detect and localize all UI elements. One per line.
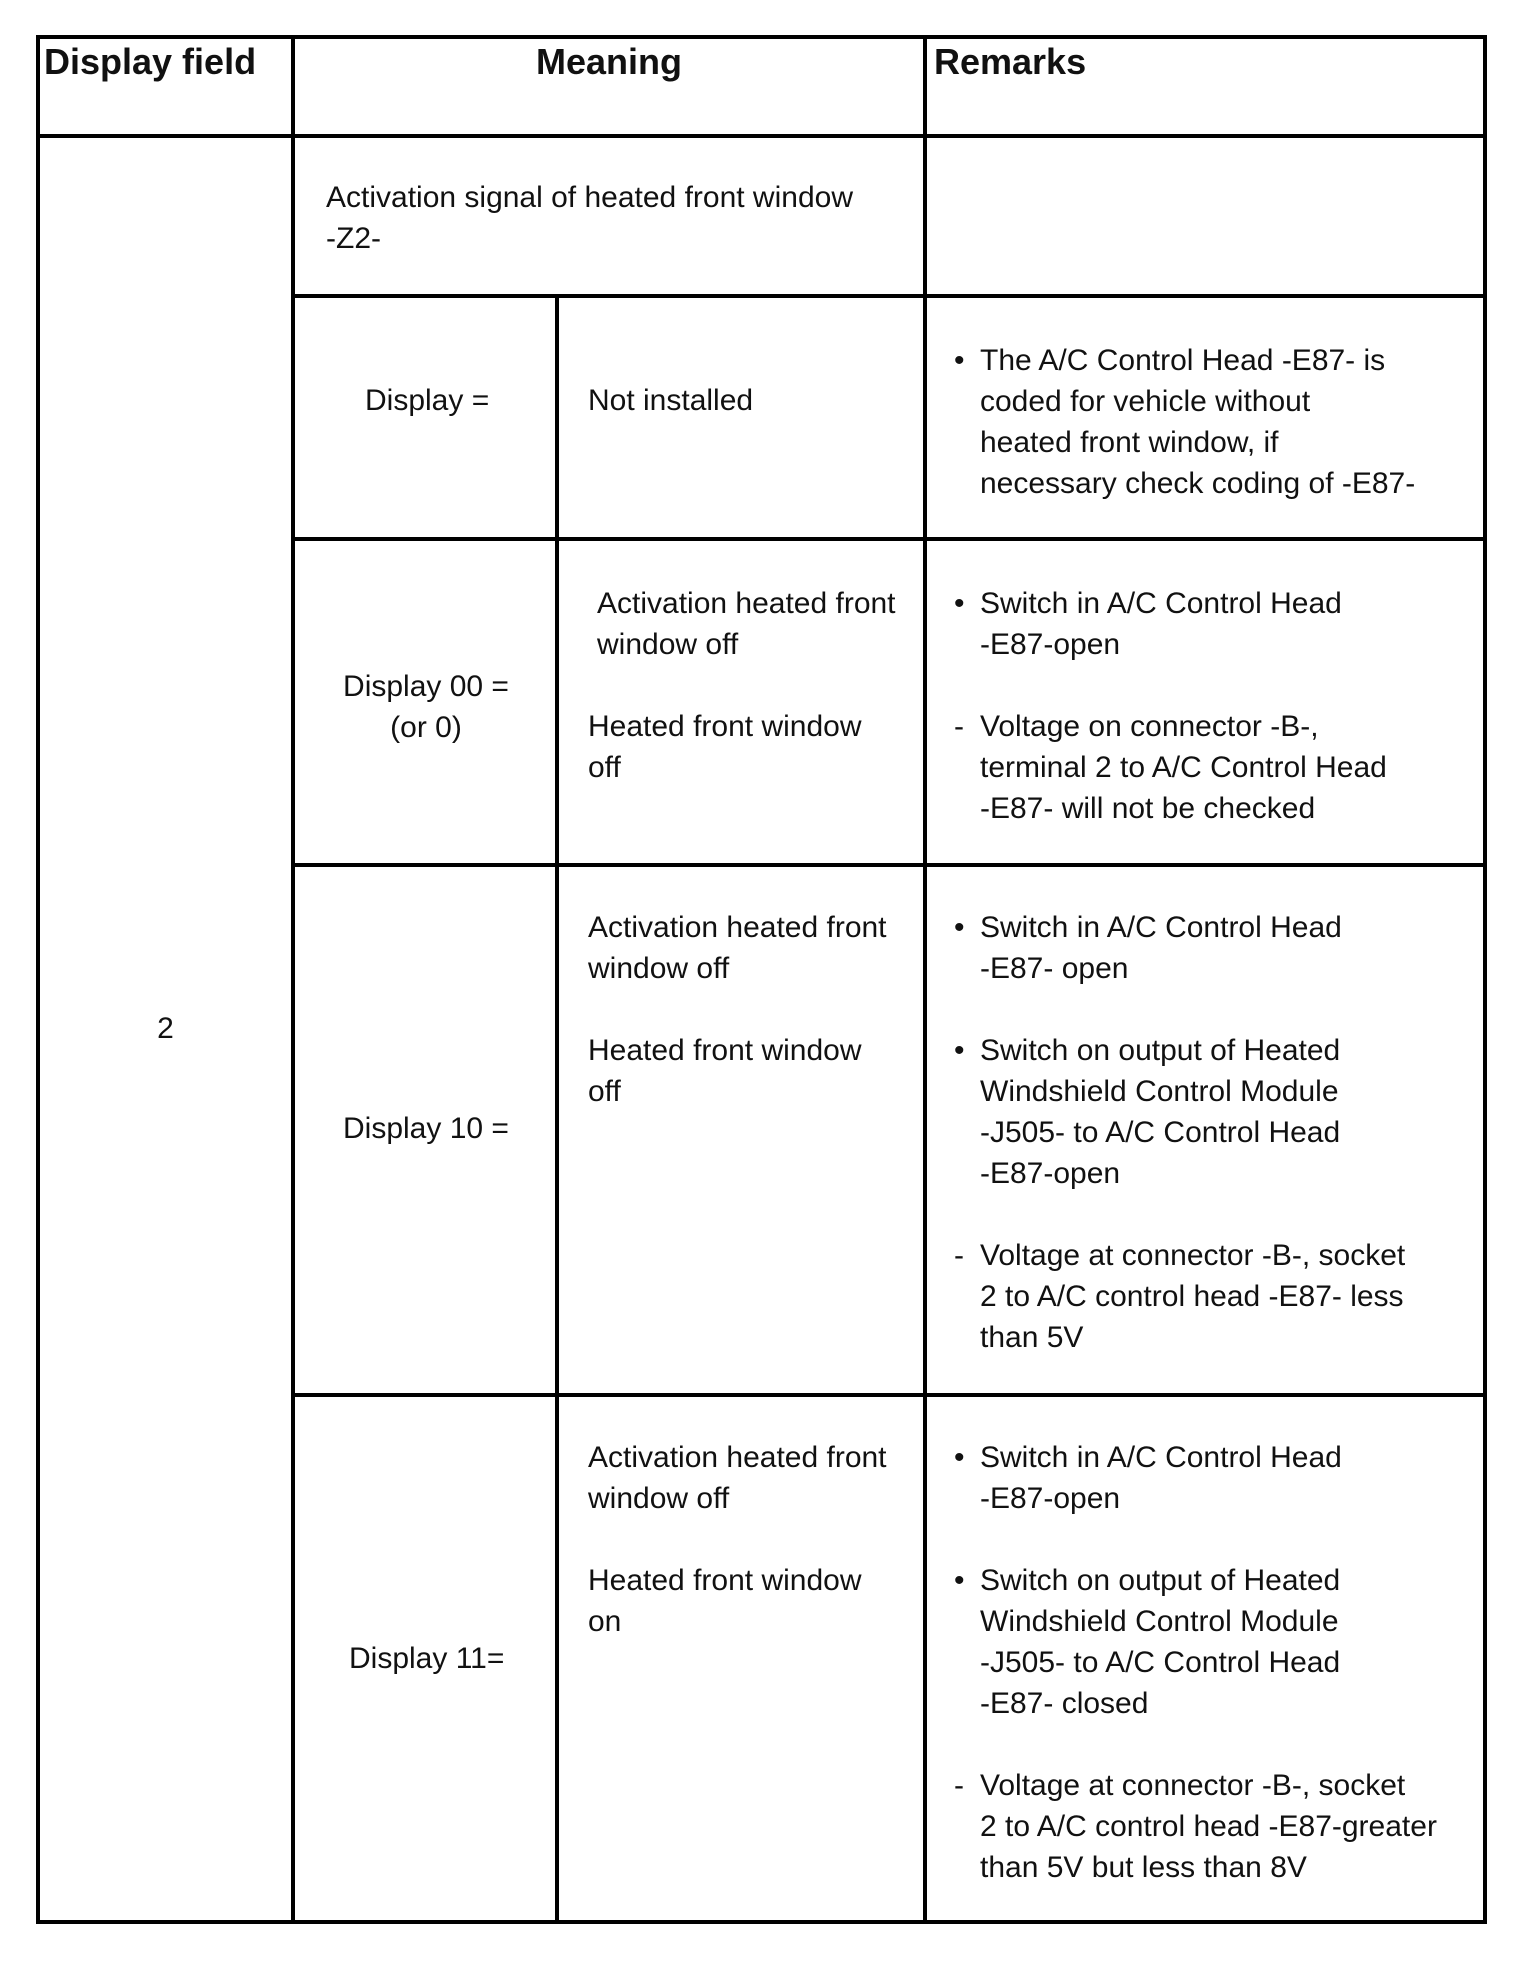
header-meaning: Meaning [535,41,682,82]
remark-row-2-item-2 [954,706,1387,829]
remark-text: Switch in A/C Control Head -E87-open [980,587,1342,661]
meaning-row-1-line-1: Not installed [588,384,754,417]
display-value-row-1: Display = [365,384,490,417]
remark-text: Voltage at connector -B-, socket 2 to A/C control head -E87- less than 5V [980,1239,1406,1354]
remark-row-4-item-3 [954,1765,1437,1888]
remark-row-2-item-1 [954,583,1342,665]
display-value-row-3: Display 10 = [343,1112,509,1145]
remark-text: Switch in A/C Control Head -E87- open [980,911,1342,985]
meaning-row-4-line-2: Heated front window on [588,1564,862,1638]
remark-row-1-item-1 [954,340,1415,504]
column-divider-2 [923,35,927,1924]
header-display-field: Display field [44,41,257,82]
remark-row-4-item-2 [954,1560,1340,1724]
remark-text: Switch in A/C Control Head -E87-open [980,1441,1342,1515]
display-value-row-2: Display 00 = (or 0) [343,670,509,744]
bullet-marker: • [954,911,965,944]
bullet-marker: - [954,1239,964,1272]
remark-row-3-item-2 [954,1030,1340,1194]
bullet-marker: • [954,1441,965,1474]
remark-text: The A/C Control Head -E87- is coded for vehicle without heated front window, if necessary check coding of -E87- [980,344,1416,500]
table-border-top [36,35,1487,39]
table-border-left [36,35,40,1924]
remark-row-4-item-1 [954,1437,1342,1519]
bullet-marker: - [954,1769,964,1802]
header-row-divider [36,134,1487,138]
display-field-value: 2 [157,1012,174,1045]
display-field-table [36,35,1487,1924]
bullet-marker: • [954,1034,965,1067]
remark-row-3-item-1 [954,907,1342,989]
remark-text: Voltage on connector -B-, terminal 2 to A/C Control Head -E87- will not be checked [980,710,1387,825]
row-divider-3 [291,863,1487,867]
meaning-row-2-line-1: Activation heated front window off [597,587,896,661]
table-border-right [1483,35,1487,1924]
row-divider-4 [291,1393,1487,1397]
table-border-bottom [36,1920,1487,1924]
remark-text: Switch on output of Heated Windshield Control Module -J505- to A/C Control Head -E87-open [980,1034,1341,1190]
intro-meaning: Activation signal of heated front window -Z2- [326,181,853,255]
bullet-marker: • [954,344,965,377]
header-remarks: Remarks [934,41,1087,82]
remark-text: Switch on output of Heated Windshield Control Module -J505- to A/C Control Head -E87- closed [980,1564,1341,1720]
remark-row-3-item-3 [954,1235,1405,1358]
bullet-marker: • [954,587,965,620]
bullet-marker: • [954,1564,965,1597]
row-divider-2 [291,537,1487,541]
meaning-row-4-line-1: Activation heated front window off [588,1441,887,1515]
meaning-row-3-line-1: Activation heated front window off [588,911,887,985]
display-value-row-4: Display 11= [349,1642,505,1675]
bullet-marker: - [954,710,964,743]
meaning-row-2-line-2: Heated front window off [588,710,862,784]
remark-text: Voltage at connector -B-, socket 2 to A/C control head -E87-greater than 5V but less than 8V [980,1769,1437,1884]
row-divider-1 [291,294,1487,298]
column-divider-sub [555,297,559,1924]
meaning-row-3-line-2: Heated front window off [588,1034,862,1108]
column-divider-1 [291,35,295,1924]
